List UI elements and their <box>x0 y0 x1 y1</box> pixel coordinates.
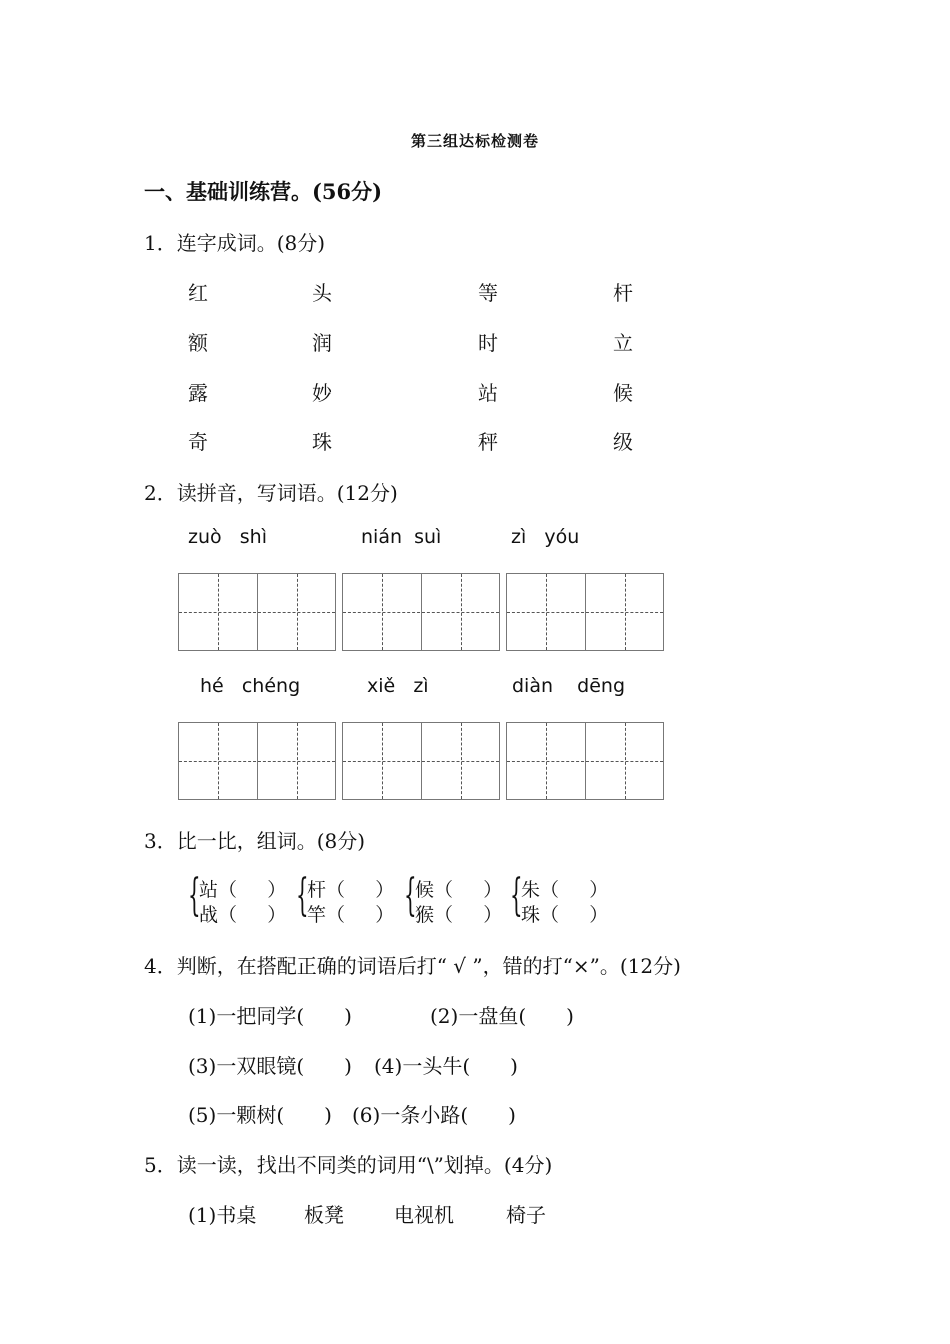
char: 奇 <box>188 430 208 454</box>
char: 站 <box>478 381 498 405</box>
judge-item: (6)一条小路( ) <box>352 1103 516 1127</box>
brace-icon: { <box>188 870 201 921</box>
compare-item: 杆（ ） <box>307 879 395 901</box>
char: 时 <box>478 331 498 355</box>
char: 杆 <box>613 281 633 305</box>
compare-item: 竿（ ） <box>307 904 395 926</box>
brace-icon: { <box>404 870 417 921</box>
char: 立 <box>613 331 633 355</box>
pinyin-label: xiě zì <box>367 675 429 697</box>
compare-item: 战（ ） <box>199 904 287 926</box>
pinyin-label: hé chéng <box>200 675 301 697</box>
char: 珠 <box>312 430 332 454</box>
compare-item: 朱（ ） <box>521 879 609 901</box>
writing-grid[interactable] <box>506 573 664 651</box>
question-3-heading: 3．比一比，组词。(8分) <box>144 829 366 853</box>
compare-item: 猴（ ） <box>415 904 503 926</box>
char: 秤 <box>478 430 498 454</box>
question-2-heading: 2．读拼音，写词语。(12分) <box>144 481 398 505</box>
word-option: 椅子 <box>506 1203 546 1227</box>
char: 妙 <box>312 381 332 405</box>
writing-grid[interactable] <box>506 722 664 800</box>
word-option: 电视机 <box>394 1203 454 1227</box>
writing-grid[interactable] <box>178 722 336 800</box>
char: 级 <box>613 430 633 454</box>
judge-item: (3)一双眼镜( ) <box>188 1054 352 1078</box>
page-title: 第三组达标检测卷 <box>410 132 539 150</box>
char: 候 <box>613 381 633 405</box>
writing-grid[interactable] <box>178 573 336 651</box>
word-option: 板凳 <box>304 1203 344 1227</box>
compare-item: 站（ ） <box>199 879 287 901</box>
writing-grid[interactable] <box>342 573 500 651</box>
char: 润 <box>312 331 332 355</box>
char: 额 <box>188 331 208 355</box>
writing-grid[interactable] <box>342 722 500 800</box>
question-1-heading: 1．连字成词。(8分) <box>144 231 326 255</box>
question-4-heading: 4．判断，在搭配正确的词语后打“ √ ”，错的打“×”。(12分) <box>144 954 681 978</box>
brace-icon: { <box>296 870 309 921</box>
char: 头 <box>312 281 332 305</box>
pinyin-label: diàn dēng <box>512 675 626 697</box>
char: 等 <box>478 281 498 305</box>
judge-item: (4)一头牛( ) <box>374 1054 518 1078</box>
char: 红 <box>188 281 208 305</box>
pinyin-label: zì yóu <box>511 526 580 548</box>
pinyin-label: nián suì <box>361 526 442 548</box>
compare-item: 珠（ ） <box>521 904 609 926</box>
judge-item: (2)一盘鱼( ) <box>430 1004 574 1028</box>
compare-item: 候（ ） <box>415 879 503 901</box>
section-heading: 一、基础训练营。(56分) <box>144 179 383 204</box>
question-5-heading: 5．读一读，找出不同类的词用“\”划掉。(4分) <box>144 1153 553 1177</box>
judge-item: (1)一把同学( ) <box>188 1004 352 1028</box>
word-option: (1)书桌 <box>188 1203 257 1227</box>
brace-icon: { <box>510 870 523 921</box>
char: 露 <box>188 381 208 405</box>
judge-item: (5)一颗树( ) <box>188 1103 332 1127</box>
pinyin-label: zuò shì <box>188 526 267 548</box>
